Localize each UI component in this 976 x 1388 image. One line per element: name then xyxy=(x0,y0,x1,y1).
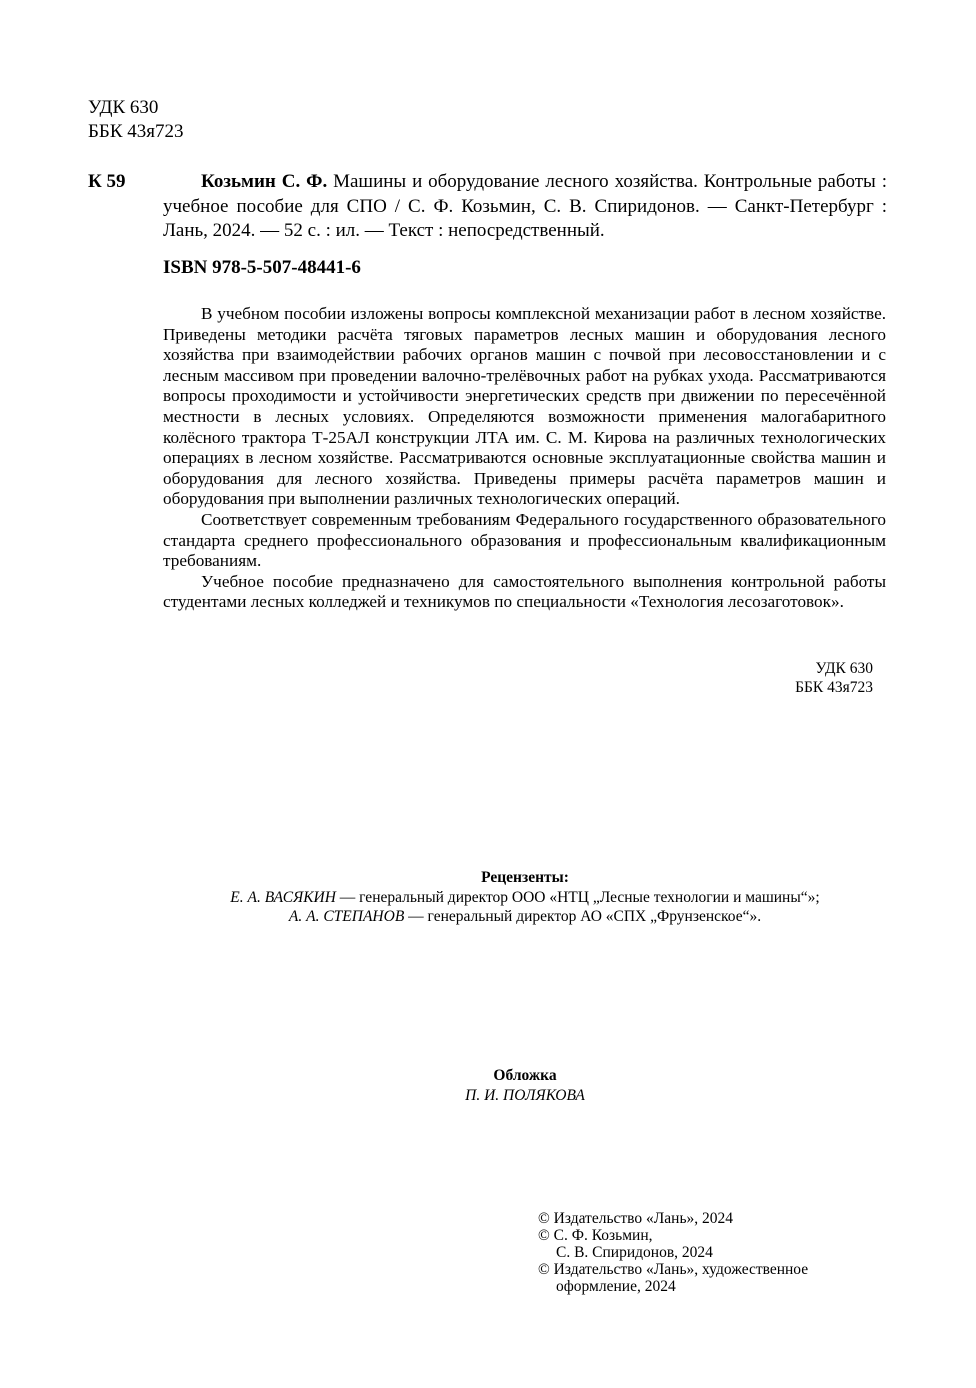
classification-bottom xyxy=(795,659,873,697)
copyright-line: оформление, 2024 xyxy=(556,1278,676,1295)
cover-heading: Обложка xyxy=(493,1067,557,1084)
copyright-block xyxy=(538,1210,808,1295)
reviewers-heading: Рецензенты: xyxy=(481,869,569,886)
reviewer-role: — генеральный директор АО «СПХ „Фрунзенское“». xyxy=(404,908,762,925)
abstract xyxy=(163,304,886,613)
udk-code: УДК 630 xyxy=(88,97,159,118)
reviewer-line xyxy=(0,888,976,908)
reviewer-role: — генеральный директор ООО «НТЦ „Лесные технологии и машины“»; xyxy=(335,888,820,906)
reviewer-name: Е. А. ВАСЯКИН xyxy=(230,888,336,906)
abstract-paragraph: Учебное пособие предназначено для самостоятельного выполнения контрольной работы студентами лесных колледжей и техникумов по специальности «Технология лесозаготовок». xyxy=(163,571,886,612)
classification-top xyxy=(88,96,183,144)
author-mark: К 59 xyxy=(88,171,126,192)
copyright-line: © Издательство «Лань», художественное xyxy=(538,1261,809,1278)
reviewer-line xyxy=(0,907,976,927)
reviewer-name: А. А. СТЕПАНОВ xyxy=(288,908,405,925)
bbk-code: ББК 43я723 xyxy=(88,121,184,142)
abstract-paragraph: В учебном пособии изложены вопросы комплексной механизации работ в лесном хозяйстве. Приведены методики расчёта тяговых параметров лесных машин и оборудования лесного хозяйства при взаимодействии рабочих органов машин с почвой при лесовосстановлении и с лесным массивом при проведении валочно-трелёвочных работ на рубках ухода. Рассматриваются вопросы проходимости и устойчивости энергетических средств при движении по пересечённой местности в лесных условиях. Определяются возможности применения малогабаритного колёсного трактора Т-25АЛ конструкции ЛТА им. С. М. Кирова на различных технологических операциях в лесном хозяйстве. Рассматриваются основные эксплуатационные свойства машин и оборудования для лесного хозяйства. Приведены примеры расчёта параметров машин и оборудования при выполнении различных технологических операций. xyxy=(163,304,886,509)
abstract-paragraph: Соответствует современным требованиям Федерального государственного образовательного стандарта среднего профессионального образования и профессиональным квалификационным требованиям. xyxy=(163,509,886,571)
book-description: Машины и оборудование лесного хозяйства. Контрольные работы : учебное пособие для СПО / С. Ф. Козьмин, С. В. Спиридонов. — Санкт-Петербург : Лань, 2024. — 52 с. : ил. — Текст : непосредственный. xyxy=(163,171,887,241)
cover-designer-name: П. И. ПОЛЯКОВА xyxy=(465,1086,585,1104)
reviewers-block xyxy=(0,868,976,927)
bbk-code: ББК 43я723 xyxy=(795,679,873,696)
copyright-line: С. В. Спиридонов, 2024 xyxy=(556,1244,713,1261)
bibliographic-description xyxy=(163,170,887,244)
author-name: Козьмин С. Ф. xyxy=(201,171,328,192)
copyright-line: © Издательство «Лань», 2024 xyxy=(538,1210,734,1227)
isbn: ISBN 978-5-507-48441-6 xyxy=(163,257,361,278)
copyright-line: © С. Ф. Козьмин, xyxy=(538,1227,653,1244)
udk-code: УДК 630 xyxy=(815,660,873,677)
cover-block xyxy=(0,1066,976,1105)
